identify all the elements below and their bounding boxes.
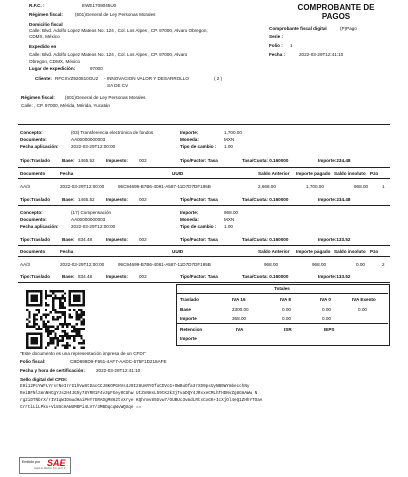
domicilio-label: Domicilio fiscal	[29, 22, 63, 27]
totales-traslado-label: Traslado	[180, 297, 199, 302]
pago1-rowtax-impuesto-label: Impuesto:	[106, 197, 128, 202]
pago2-th-pzo: Pzo	[370, 249, 379, 254]
totales-head-iva8: IVA 8	[280, 297, 291, 302]
pago1-row-uuid: 95C94699-B7B6-4081-A587-11D7D7DF195B	[118, 184, 211, 189]
regimen-value: (601)General de Ley Personas Morales	[75, 12, 156, 17]
pago1-th-saldo-anterior: Saldo Anterior	[258, 171, 290, 176]
pago1-row-doc: AA/3	[20, 184, 30, 189]
title-line1: COMPROBANTE DE	[297, 3, 375, 12]
qr-code-image	[26, 290, 85, 349]
totales-base-iva-exento: 0.00	[358, 307, 367, 312]
cliente-nombre-line1: - INNOVACION VALOR Y DESARROLLO	[104, 76, 189, 81]
cliente-direccion: Calle: , CP. 97000, Mérida, Mérida, Yucatán	[21, 103, 110, 108]
pago2-row-fecha: 2022-03-29T12:00:00	[60, 262, 105, 267]
totales-importe-iva16: 368.00	[232, 316, 247, 321]
pago1-th-pzo: Pzo	[370, 171, 379, 176]
pago2-th-importe-pagado: Importe pagado	[296, 249, 331, 254]
pago1-rowtax-base-value: 1465.52	[78, 197, 95, 202]
pago1-row-importe: 1,700.00	[306, 184, 324, 189]
pago2-th-uuid: UUID	[172, 249, 184, 254]
totales-head-iva0: IVA 0	[320, 297, 331, 302]
sello-line: CrrtiLiLPkx+Vi8ScHAWUMDPi4LV7/3MBDqcqWvWQXqe ==	[20, 405, 142, 410]
fecha-cert-value: 2022-03-29T12:41:10	[96, 368, 141, 373]
cliente-label: Cliente:	[35, 76, 52, 81]
pago2-tax-impuesto-label: Impuesto:	[106, 237, 128, 242]
pago2-rowtax-importe: Importe:133.52	[318, 274, 351, 279]
pago1-importe-value: 1,700.00	[224, 130, 242, 135]
totales-base-label: Base	[180, 307, 191, 312]
pago1-tax-importe: Importe:234.48	[318, 158, 351, 163]
fecha-cert-label: Fecha y hora de certificación:	[20, 368, 85, 373]
pago1-row-saldo-insoluto: 968.00	[354, 184, 369, 189]
pago2-rowtax-impuesto-value: 002	[139, 274, 147, 279]
pago2-tax-base-label: Base:	[62, 237, 75, 242]
totales-base-iva16: 2300.00	[232, 307, 249, 312]
pago2-concepto-label: Concepto:	[20, 210, 43, 215]
pago1-row-fecha: 2022-03-29T12:00:00	[60, 184, 105, 189]
pago1-moneda-value: MXN	[224, 137, 235, 142]
sello-line: rg2iDTNbrX/rIVIqWIDmudHaiPHY7GRADgM862tvXrye KQhrmv85Gvw7/OUBUc3vmdLRtxCoGK+IcXjOl4eQ1ZHhYTOaA	[20, 398, 263, 403]
divider	[176, 323, 388, 324]
pago1-row-saldo-anterior: 2,668.00	[258, 184, 276, 189]
comprobante-value: (P)Pago	[340, 26, 357, 31]
expedido-line2: Obregon, CDMX, México	[29, 59, 81, 64]
totales-ret-head-iva: IVA	[236, 327, 244, 332]
pago1-tax-impuesto-label: Impuesto:	[106, 158, 128, 163]
pago1-moneda-label: Moneda:	[180, 137, 199, 142]
pago1-tax-tipo: Tipo:Traslado	[20, 158, 51, 163]
divider	[18, 245, 390, 246]
pago1-tax-tasa: Tasa/Cuota: 0.160000	[242, 158, 289, 163]
pago2-row-importe: 968.00	[312, 262, 327, 267]
divider	[18, 256, 390, 257]
pago2-rowtax-tasa: Tasa/Cuota: 0.160000	[242, 274, 289, 279]
pago1-documento-label: Documento:	[20, 137, 47, 142]
pago1-rowtax-impuesto-value: 002	[139, 197, 147, 202]
pago2-row-doc: AA/3	[20, 262, 30, 267]
pago2-importe-label: Importe:	[180, 210, 199, 215]
sae-subtitle: Aspel de México, S.A. de C.V.	[34, 467, 66, 470]
cliente-rfc: RFCXVZ920810GU2	[55, 76, 99, 81]
pago2-tax-base-value: 834.48	[78, 237, 93, 242]
pago1-th-saldo-insoluto: Saldo insoluto	[334, 171, 366, 176]
totales-importe-label: Importe	[180, 316, 197, 321]
totales-base-iva8: 0.00	[282, 307, 291, 312]
fecha-value: 2022-03-29T12:41:10	[299, 52, 344, 57]
pago2-row-uuid: 95C94699-B7B6-4081-A587-11D7D7DF195B	[118, 262, 211, 267]
emitido-por-logo	[19, 457, 71, 474]
cliente-regimen-value: (601)General de Ley Personas Morales	[65, 95, 146, 100]
folio-label: Folio :	[269, 43, 283, 48]
pago2-moneda-label: Moneda:	[180, 217, 199, 222]
totales-ret-importe-label: Importe	[180, 336, 197, 341]
pago1-tipocambio-value: 1.00	[224, 144, 233, 149]
sae-logo: SAE	[47, 458, 66, 468]
folio-fiscal-value: CBD699D9-F651-4AF7-AADC-675F1D218AFE	[70, 359, 167, 364]
serie-label: Serie :	[269, 34, 284, 39]
totales-head-iva16: IVA 16	[232, 297, 246, 302]
pago1-tax-base-value: 1465.52	[78, 158, 95, 163]
pago2-fecha-label: Fecha aplicación:	[20, 224, 59, 229]
pago2-tipocambio-label: Tipo de cambio :	[180, 224, 217, 229]
totales-importe-iva0: 0.00	[322, 316, 331, 321]
pago1-th-documento: Documento	[20, 171, 46, 176]
pago2-tax-impuesto-value: 002	[139, 237, 147, 242]
pago1-rowtax-base-label: Base:	[62, 197, 75, 202]
pago1-row-pzo: 1	[382, 184, 385, 189]
totales-base-iva0: 0.00	[322, 307, 331, 312]
totales-importe-iva8: 0.00	[282, 316, 291, 321]
divider	[18, 282, 390, 283]
totales-ret-head-isr: ISR	[284, 327, 292, 332]
cliente-regimen-label: Régimen fiscal:	[21, 95, 55, 100]
totales-retencion-label: Retencion	[180, 327, 203, 332]
pago1-tax-tipofactor: Tipo/Factor: Tasa	[180, 158, 218, 163]
pago2-th-saldo-insoluto: Saldo insoluto	[334, 249, 366, 254]
comprobante-label: Comprobante fiscal digital	[269, 26, 327, 31]
representacion-text: "Este documento es una representación impresa de un CFDI"	[20, 351, 146, 356]
pago1-rowtax-tipo: Tipo:Traslado	[20, 197, 51, 202]
regimen-label: Régimen fiscal:	[29, 12, 63, 17]
title-line2: PAGOS	[321, 11, 351, 21]
pago2-th-fecha: Fecha	[60, 249, 74, 254]
fecha-label: Fecha :	[269, 52, 286, 57]
cliente-nombre-line2: SA DE CV	[107, 83, 129, 88]
pago2-rowtax-base-value: 834.48	[78, 274, 93, 279]
cliente-numero: ( 2 )	[214, 76, 223, 81]
pago2-importe-value: 968.00	[224, 210, 239, 215]
pago1-th-fecha: Fecha	[60, 171, 74, 176]
totales-ret-head-ieps: IEPS	[324, 327, 335, 332]
folio-value: 1	[290, 43, 293, 48]
expedido-line1: Calle: Blvd. Adolfo Lopez Mateos No. 124 , Col. Los Alpes , CP. 97000, Alvaro	[29, 52, 188, 57]
pago1-th-importe-pagado: Importe pagado	[296, 171, 331, 176]
pago2-tax-tipofactor: Tipo/Factor: Tasa	[180, 237, 218, 242]
pago2-th-documento: Documento	[20, 249, 46, 254]
pago2-fecha-value: 2022-03-29T12:00:00	[71, 224, 116, 229]
pago2-row-saldo-anterior: 968.00	[264, 262, 279, 267]
pago2-tax-tipo: Tipo:Traslado	[20, 237, 51, 242]
pago2-documento-value: AA00000000003	[71, 217, 106, 222]
pago2-rowtax-base-label: Base:	[62, 274, 75, 279]
emitido-label: Emitido por	[22, 460, 41, 464]
domicilio-line1: Calle: Blvd. Adolfo Lopez Mateos No. 124 , Col. Los Alpes , CP. 97000, Alvaro Obregon,	[29, 28, 208, 33]
pago2-moneda-value: MXN	[224, 217, 235, 222]
pago1-fecha-label: Fecha aplicación:	[20, 144, 59, 149]
totales-title: Totales	[274, 286, 290, 291]
pago2-concepto-value: (17) Compensación	[71, 210, 112, 215]
pago2-rowtax-impuesto-label: Impuesto:	[106, 274, 128, 279]
pago1-tax-impuesto-value: 002	[139, 158, 147, 163]
pago2-tax-importe: Importe:133.52	[318, 237, 351, 242]
pago1-th-uuid: UUID	[172, 171, 184, 176]
folio-fiscal-label: Folio fiscal:	[20, 359, 46, 364]
pago2-rowtax-tipo: Tipo:Traslado	[20, 274, 51, 279]
pago2-row-saldo-insoluto: 0.00	[356, 262, 365, 267]
divider	[18, 167, 390, 168]
expedido-label: Expedido en	[29, 44, 57, 49]
rfc-label: R.F.C. :	[29, 3, 45, 8]
pago1-concepto-value: (03) Transferencia electrónica de fondos	[71, 130, 154, 135]
divider	[176, 293, 388, 294]
pago1-fecha-value: 2022-03-29T12:00:00	[71, 144, 116, 149]
pago1-rowtax-importe: Importe:234.48	[318, 197, 351, 202]
sello-label: Sello digital del CFDI:	[20, 377, 68, 382]
divider	[18, 178, 390, 179]
rfc-value: EWE1709045U0	[82, 3, 117, 8]
divider	[18, 205, 390, 206]
sello-line: ReiBFNlzmnNHCgYJs2H4JG5y78YRR1F4v3pFGey0CUhw UtZnNHsL59tK2k3jTvaDQY4JRxxeCMLhTHDNvZg8GmAWw N	[20, 391, 258, 396]
pago1-rowtax-tipofactor: Tipo/Factor: Tasa	[180, 197, 218, 202]
lugar-value: 97000	[90, 66, 103, 71]
sello-line: E0i12PcYWFLYrsrNeIrrG1hVw8tDacCCJ0KOPGHVs4J0I28UARYOfuCDVcG+OWBuOfa3rXD0psUyNB0WYmbecchNy	[20, 384, 250, 389]
pago2-tax-tasa: Tasa/Cuota: 0.160000	[242, 237, 289, 242]
pago2-th-saldo-anterior: Saldo Anterior	[258, 249, 290, 254]
document-title	[284, 4, 388, 22]
pago2-documento-label: Documento:	[20, 217, 47, 222]
pago1-importe-label: Importe:	[180, 130, 199, 135]
lugar-label: Lugar de expedición:	[29, 66, 76, 71]
pago1-tax-base-label: Base:	[62, 158, 75, 163]
pago1-tipocambio-label: Tipo de cambio :	[180, 144, 217, 149]
pago2-rowtax-tipofactor: Tipo/Factor: Tasa	[180, 274, 218, 279]
pago1-concepto-label: Concepto:	[20, 130, 43, 135]
pago2-tipocambio-value: 1.00	[224, 224, 233, 229]
totales-head-iva-exento: IVA Exento	[352, 297, 376, 302]
domicilio-line2: CDMX, México	[29, 34, 60, 39]
pago1-rowtax-tasa: Tasa/Cuota: 0.160000	[242, 197, 289, 202]
divider	[18, 124, 390, 125]
pago2-row-pzo: 2	[382, 262, 385, 267]
pago1-documento-value: AA00000000003	[71, 137, 106, 142]
